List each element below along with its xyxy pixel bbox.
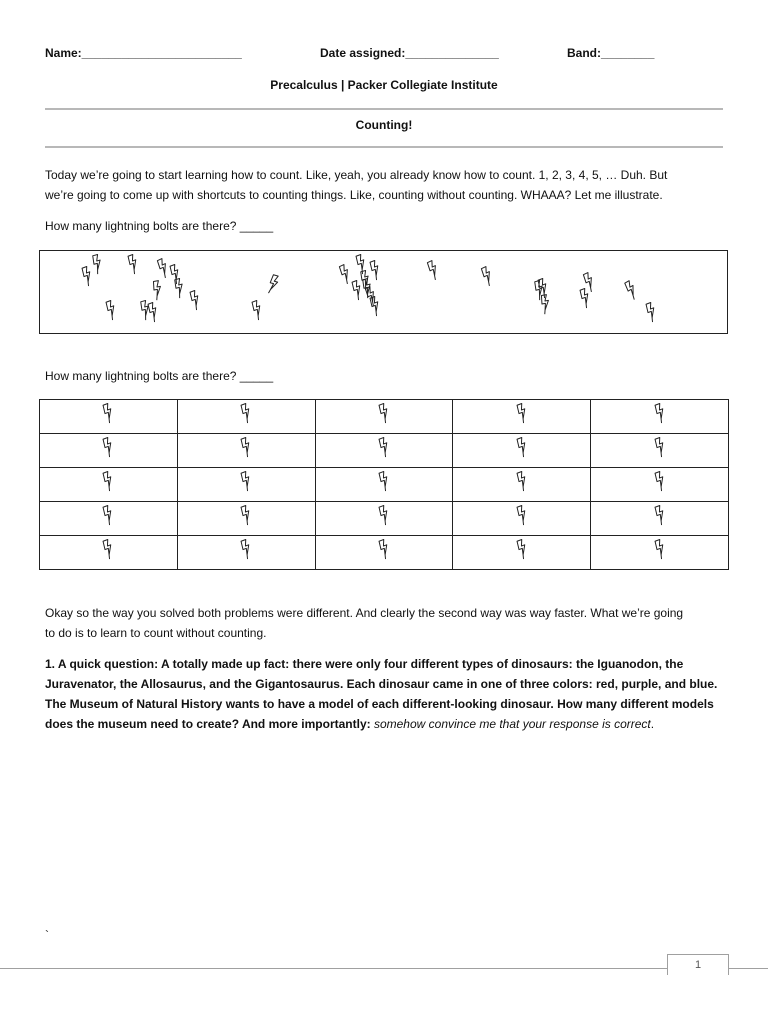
bolt-grid-cell: [591, 400, 729, 434]
problem-1: [45, 654, 725, 734]
lightning-bolt-icon: [99, 402, 117, 426]
header-divider-bottom: [45, 146, 723, 148]
lightning-bolt-icon: [105, 300, 118, 320]
lightning-bolt-icon: [81, 266, 94, 286]
band-label: Band:________: [567, 46, 655, 60]
question-2: How many lightning bolts are there? _____: [45, 369, 274, 383]
question-1: How many lightning bolts are there? _____: [45, 219, 274, 233]
bolt-grid-cell: [591, 468, 729, 502]
bolt-grid-cell: [315, 502, 453, 536]
bolt-grid-row: [40, 536, 729, 570]
bolt-grid-cell: [40, 434, 178, 468]
lightning-bolt-icon: [99, 436, 117, 460]
lightning-bolt-icon: [375, 436, 393, 460]
lightning-bolt-icon: [375, 402, 393, 426]
lightning-bolt-icon: [147, 302, 160, 322]
lightning-bolt-icon: [169, 264, 182, 284]
lightning-bolt-icon: [237, 504, 255, 528]
footer-line: [0, 968, 768, 969]
bolt-grid-cell: [591, 536, 729, 570]
lightning-bolt-icon: [156, 258, 170, 278]
lightning-bolt-icon: [651, 470, 669, 494]
comparison-paragraph: [45, 603, 725, 643]
problem-1-lead: 1. A quick question:: [45, 657, 159, 671]
lightning-bolt-icon: [513, 402, 531, 426]
name-field-label: Name:________________________: [45, 46, 242, 60]
lightning-bolt-icon: [651, 504, 669, 528]
intro-line-1: Today we’re going to start learning how to count. Like, yeah, you already know how to count. 1, 2, 3, 4, 5, … Duh. But: [45, 168, 668, 182]
scattered-bolts-box: [39, 250, 728, 334]
lightning-bolt-icon: [375, 504, 393, 528]
bolt-grid: [39, 399, 729, 570]
bolt-grid-cell: [591, 434, 729, 468]
problem-1-end: .: [650, 717, 655, 731]
lightning-bolt-icon: [189, 290, 202, 310]
lightning-bolt-icon: [375, 538, 393, 562]
bolt-grid-cell: [177, 434, 315, 468]
lightning-bolt-icon: [174, 278, 186, 298]
problem-1-line-3: The Museum of Natural History wants to have a model of each different-looking dinosaur. How many different models: [45, 697, 714, 711]
lightning-bolt-icon: [338, 264, 352, 284]
lightning-bolt-icon: [92, 254, 104, 274]
page-number: 1: [667, 954, 729, 975]
bolt-grid-row: [40, 400, 729, 434]
lightning-bolt-icon: [513, 470, 531, 494]
lightning-bolt-icon: [99, 504, 117, 528]
course-title: Precalculus | Packer Collegiate Institute: [270, 78, 498, 92]
lightning-bolt-icon: [645, 302, 658, 322]
lightning-bolt-icon: [579, 288, 592, 308]
lightning-bolt-icon: [237, 402, 255, 426]
problem-1-italic: somehow convince me that your response is correct: [373, 717, 651, 731]
bolt-grid-cell: [177, 536, 315, 570]
bolt-grid-cell: [177, 502, 315, 536]
lightning-bolt-icon: [99, 470, 117, 494]
bolt-grid-cell: [40, 502, 178, 536]
bolt-grid-cell: [315, 536, 453, 570]
problem-1-line-2: Juravenator, the Allosaurus, and the Gigantosaurus. Each dinosaur came in one of three colors: red, purple, and blue.: [45, 677, 718, 691]
problem-1-line-1: A totally made up fact: there were only four different types of dinosaurs: the Iguanodon, the: [158, 657, 684, 671]
comparison-line-1: Okay so the way you solved both problems were different. And clearly the second way was way faster. What we’re going: [45, 606, 684, 620]
lightning-bolt-icon: [513, 504, 531, 528]
lightning-bolt-icon: [651, 538, 669, 562]
lightning-bolt-icon: [251, 300, 264, 320]
header-divider-top: [45, 108, 723, 110]
bolt-grid-cell: [315, 468, 453, 502]
intro-paragraph: [45, 165, 725, 205]
bolt-grid-cell: [453, 434, 591, 468]
lightning-bolt-icon: [351, 280, 364, 300]
lightning-bolt-icon: [513, 436, 531, 460]
lightning-bolt-icon: [268, 275, 280, 295]
lightning-bolt-icon: [426, 260, 440, 280]
lightning-bolt-icon: [480, 266, 494, 286]
bolt-grid-cell: [453, 468, 591, 502]
bolt-grid-cell: [315, 400, 453, 434]
bolt-grid-cell: [591, 502, 729, 536]
comparison-line-2: to do is to learn to count without counting.: [45, 626, 267, 640]
lightning-bolt-icon: [375, 470, 393, 494]
bolt-grid-cell: [40, 536, 178, 570]
bolt-grid-cell: [453, 502, 591, 536]
problem-1-line-4: does the museum need to create? And more importantly:: [45, 717, 374, 731]
bolt-grid-cell: [177, 400, 315, 434]
lightning-bolt-icon: [237, 436, 255, 460]
lightning-bolt-icon: [540, 294, 550, 314]
lightning-bolt-icon: [152, 280, 162, 300]
lightning-bolt-icon: [237, 470, 255, 494]
bolt-grid-cell: [40, 400, 178, 434]
lightning-bolt-icon: [651, 402, 669, 426]
lightning-bolt-icon: [624, 280, 640, 300]
lightning-bolt-icon: [513, 538, 531, 562]
bolt-grid-cell: [315, 434, 453, 468]
page-title: Counting!: [355, 118, 413, 132]
scattered-bolts-canvas: [40, 251, 727, 333]
bolt-grid-cell: [453, 400, 591, 434]
bolt-grid-row: [40, 434, 729, 468]
lightning-bolt-icon: [237, 538, 255, 562]
intro-line-2: we’re going to come up with shortcuts to counting things. Like, counting without counting. WHAAA? Let me illustrate.: [45, 188, 663, 202]
bolt-grid-row: [40, 502, 729, 536]
lightning-bolt-icon: [99, 538, 117, 562]
lightning-bolt-icon: [369, 296, 382, 316]
bolt-grid-row: [40, 468, 729, 502]
lightning-bolt-icon: [127, 254, 140, 274]
bolt-grid-cell: [453, 536, 591, 570]
bolt-grid-cell: [40, 468, 178, 502]
date-assigned-label: Date assigned:______________: [320, 46, 499, 60]
lightning-bolt-icon: [369, 260, 382, 280]
lightning-bolt-icon: [651, 436, 669, 460]
bolt-grid-cell: [177, 468, 315, 502]
stray-mark: `: [45, 928, 49, 942]
